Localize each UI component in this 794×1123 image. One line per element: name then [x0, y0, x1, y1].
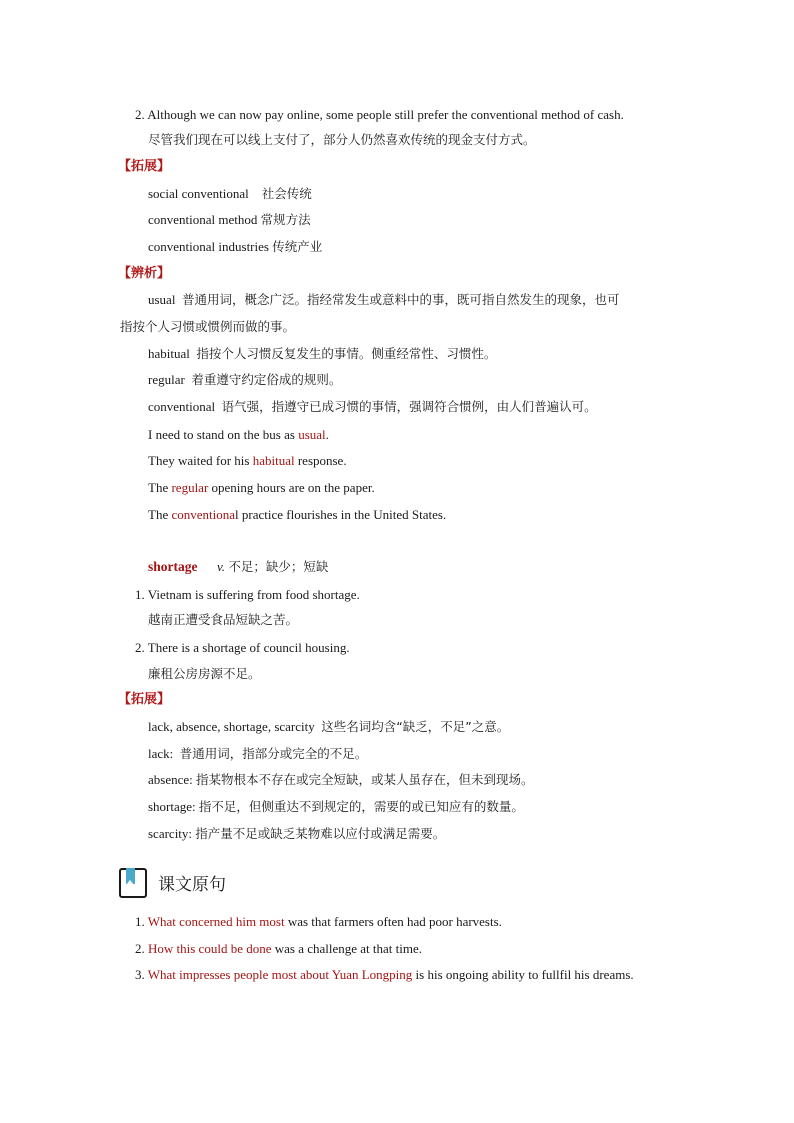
example-sentence-en: 2. There is a shortage of council housing.: [135, 640, 350, 655]
analysis-word: habitual: [148, 346, 190, 361]
highlight-phrase: What impresses people most about Yuan Longping: [147, 967, 413, 982]
highlight-word: usual: [298, 427, 326, 442]
text-sentence: [135, 940, 422, 958]
expand-line: [148, 825, 445, 843]
expand-en: lack, absence, shortage, scarcity: [148, 719, 315, 734]
text: I need to stand on the bus as: [148, 427, 299, 442]
expand-item: [148, 211, 311, 229]
expand-item-en: conventional method: [148, 212, 258, 227]
expand-en: scarcity:: [148, 826, 193, 841]
analysis-example: [148, 426, 329, 444]
expand-line: [148, 745, 367, 763]
example-sentence-en: 1. Vietnam is suffering from food shortage.: [135, 587, 360, 602]
expand-item-cn: 传统产业: [272, 239, 323, 254]
example-sentence-en: 2. Although we can now pay online, some people still prefer the conventional method of cash.: [135, 107, 624, 122]
expand-tag: 【拓展】: [118, 159, 171, 174]
headword-meaning: 不足；缺少；短缺: [228, 559, 329, 574]
text: The: [148, 480, 172, 495]
expand-line: [148, 798, 524, 816]
text: .: [325, 427, 329, 442]
analysis-word: regular: [148, 372, 185, 387]
highlight-word: conventiona: [171, 507, 236, 522]
sentence-number: 1.: [135, 914, 148, 929]
sentence-rest: was a challenge at that time.: [271, 941, 423, 956]
analysis-example: [148, 452, 347, 470]
text-sentence: [135, 913, 502, 931]
analysis-tag: 【辨析】: [118, 266, 171, 281]
expand-item-en: social conventional: [148, 186, 249, 201]
expand-item-cn: 社会传统: [261, 186, 312, 201]
analysis-regular: [148, 371, 341, 389]
example-sentence-cn: 尽管我们现在可以线上支付了，部分人仍然喜欢传统的现金支付方式。: [148, 132, 536, 147]
text: opening hours are on the paper.: [208, 480, 375, 495]
analysis-example: [148, 479, 375, 497]
highlight-word: regular: [171, 480, 209, 495]
bookmark-icon: [119, 868, 147, 898]
expand-en: shortage:: [148, 799, 196, 814]
bookmark-notch: [126, 880, 134, 885]
text: l practice flourishes in the United States.: [235, 507, 447, 522]
part-of-speech: v.: [217, 559, 226, 574]
analysis-word: conventional: [148, 399, 216, 414]
expand-cn: 普通用词，指部分或完全的不足。: [179, 746, 368, 761]
text: They waited for his: [148, 453, 253, 468]
expand-item: [148, 238, 322, 256]
expand-en: absence:: [148, 772, 193, 787]
analysis-word: usual: [148, 292, 176, 307]
expand-en: lack:: [148, 746, 174, 761]
example-sentence-cn: 廉租公房房源不足。: [148, 666, 261, 681]
sentence-number: 2.: [135, 941, 148, 956]
analysis-usual: [148, 291, 619, 309]
expand-item-cn: 常规方法: [260, 212, 311, 227]
analysis-desc: 指按个人习惯反复发生的事情。侧重经常性、习惯性。: [196, 346, 497, 361]
sentence-rest: was that farmers often had poor harvests.: [284, 914, 502, 929]
sentence-number: 3.: [135, 967, 148, 982]
example-sentence-cn: 越南正遭受食品短缺之苦。: [148, 612, 299, 627]
highlight-word: habitual: [252, 453, 295, 468]
analysis-desc: 语气强，指遵守已成习惯的事情，强调符合惯例，由人们普遍认可。: [221, 399, 597, 414]
analysis-example: [148, 506, 446, 524]
headword-entry: [148, 558, 328, 576]
section-title: 课文原句: [158, 875, 226, 895]
analysis-desc-continued: 指按个人习惯或惯例而做的事。: [120, 319, 296, 334]
highlight-phrase: How this could be done: [148, 941, 272, 956]
expand-line: [148, 771, 534, 789]
expand-cn: 指不足，但侧重达不到规定的，需要的或已知应有的数量。: [198, 799, 524, 814]
highlight-phrase: What concerned him most: [147, 914, 285, 929]
text: The: [148, 507, 172, 522]
analysis-desc: 普通用词，概念广泛。指经常发生或意料中的事，既可指自然发生的现象，也可: [181, 292, 620, 307]
headword: shortage: [148, 559, 198, 574]
sentence-rest: is his ongoing ability to fullfil his dreams.: [412, 967, 634, 982]
expand-cn: 指某物根本不存在或完全短缺，或某人虽存在，但未到现场。: [196, 772, 534, 787]
expand-line: [148, 718, 509, 736]
analysis-habitual: [148, 345, 496, 363]
analysis-conventional: [148, 398, 597, 416]
expand-item: [148, 185, 312, 203]
expand-cn: 指产量不足或缺乏某物难以应付或满足需要。: [195, 826, 446, 841]
expand-tag: 【拓展】: [118, 692, 171, 707]
text-sentence: [135, 966, 634, 984]
text: response.: [294, 453, 347, 468]
expand-item-en: conventional industries: [148, 239, 269, 254]
analysis-desc: 着重遵守约定俗成的规则。: [191, 372, 342, 387]
expand-cn: 这些名词均含“缺乏，不足”之意。: [321, 719, 510, 734]
